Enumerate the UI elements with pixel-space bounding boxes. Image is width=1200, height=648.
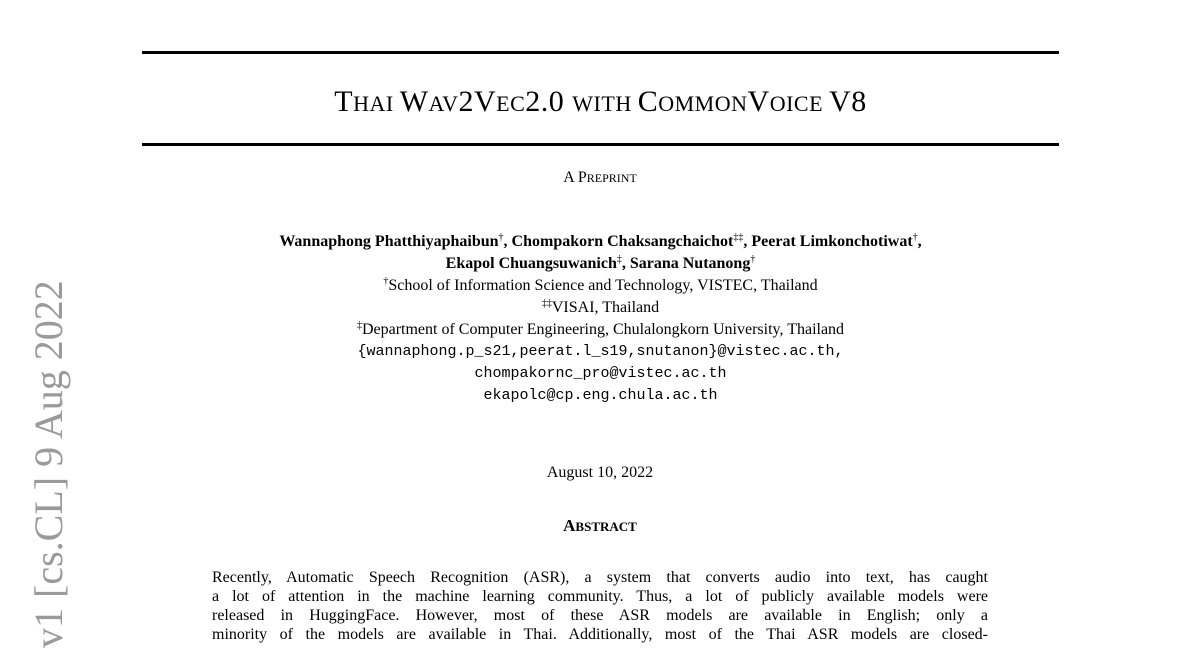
title-rule-bottom [142,143,1059,146]
author-name: Sarana Nutanong [629,255,751,272]
affiliation-3: ‡Department of Computer Engineering, Chulalongkorn University, Thailand [356,320,845,338]
affiliation-2: ‡‡VISAI, Thailand [541,298,660,316]
affiliation-1: †School of Information Science and Technology, VISTEC, Thailand [383,276,818,294]
author-line-2: Ekapol Chuangsuwanich‡, Sarana Nutanong† [445,254,756,272]
abstract-line: a lot of attention in the machine learning community. Thus, a lot of publicly available models were [212,588,988,605]
abstract-heading: ABSTRACT [563,516,637,535]
author-block [142,231,1059,407]
author-name: Wannaphong Phatthiyaphaibun [279,233,499,250]
email-line: chompakornc_pro@vistec.ac.th [474,365,727,382]
paper-title: THAI WAV2VEC2.0 WITH COMMONVOICE V8 [334,85,867,118]
author-name: Peerat Limkonchotiwat [751,233,913,250]
abstract-line: released in HuggingFace. However, most of these ASR models are available in English; only a [212,607,988,624]
author-name: Chompakorn Chaksangchaichot [511,233,734,250]
author-line-1: Wannaphong Phatthiyaphaibun†, Chompakorn Chaksangchaichot‡‡, Peerat Limkonchotiwat†, [279,232,922,250]
abstract-line: Recently, Automatic Speech Recognition (ASR), a system that converts audio into text, has caught [212,569,988,586]
abstract-line: minority of the models are available in Thai. Additionally, most of the Thai ASR models are closed- [212,626,988,643]
abstract-body [212,568,988,644]
author-name: Ekapol Chuangsuwanich [445,255,617,272]
preprint-label: A PREPRINT [563,169,637,186]
arxiv-stamp: v1 [cs.CL] 9 Aug 2022 [26,280,71,648]
title-rule-top [142,51,1059,54]
publication-date: August 10, 2022 [546,464,654,481]
email-line: {wannaphong.p_s21,peerat.l_s19,snutanon}@vistec.ac.th, [357,343,844,360]
email-line: ekapolc@cp.eng.chula.ac.th [483,387,718,404]
